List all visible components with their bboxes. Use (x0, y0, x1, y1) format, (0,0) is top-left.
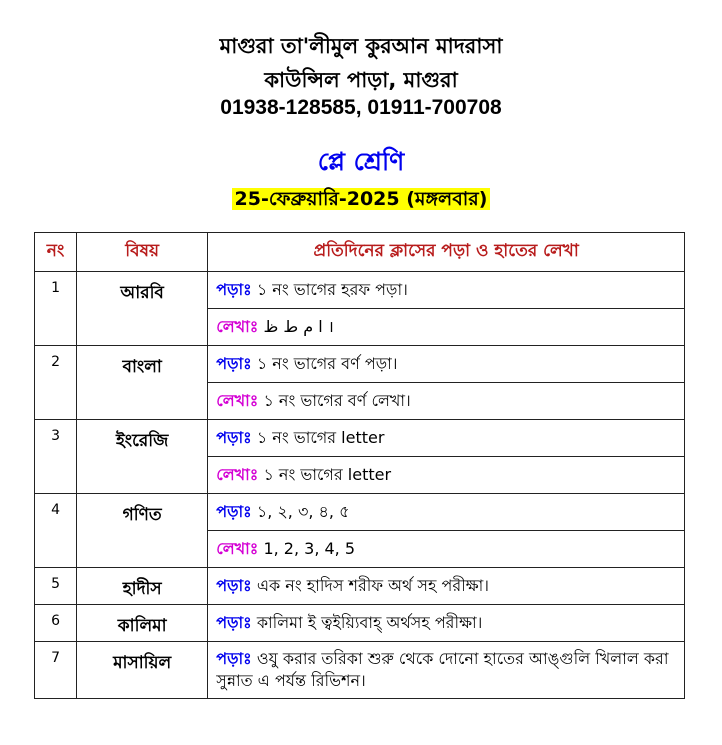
madrasa-address: কাউন্সিল পাড়া, মাগুরা (264, 68, 458, 92)
writing-label: লেখাঃ (216, 316, 259, 336)
reading-cell (208, 420, 685, 457)
reading-text: কালিমা ই ত্বইয়্যিবাহ্ অর্থসহ পরীক্ষা। (256, 612, 483, 632)
header-number: নং (35, 233, 77, 272)
row-number: 6 (35, 605, 77, 642)
writing-text: ا م ط ظ । (263, 316, 334, 336)
row-number: 3 (35, 420, 77, 494)
row-number: 5 (35, 568, 77, 605)
table-row (35, 272, 685, 309)
row-subject: গণিত (77, 494, 208, 568)
reading-cell (208, 494, 685, 531)
writing-text: ১ নং ভাগের বর্ণ লেখা। (263, 390, 411, 410)
reading-cell (208, 568, 685, 605)
writing-cell (208, 309, 685, 346)
header-daily-lesson: প্রতিদিনের ক্লাসের পড়া ও হাতের লেখা (208, 233, 685, 272)
row-subject: বাংলা (77, 346, 208, 420)
reading-cell (208, 605, 685, 642)
writing-label: লেখাঃ (216, 390, 259, 410)
reading-label: পড়াঃ (216, 279, 252, 299)
writing-cell (208, 383, 685, 420)
row-number: 2 (35, 346, 77, 420)
row-number: 7 (35, 642, 77, 699)
row-subject: ইংরেজি (77, 420, 208, 494)
row-subject: হাদীস (77, 568, 208, 605)
date-line (0, 185, 722, 217)
reading-label: পড়াঃ (216, 501, 252, 521)
table-row (35, 346, 685, 383)
reading-text: এক নং হাদিস শরীফ অর্থ সহ পরীক্ষা। (256, 575, 490, 595)
reading-text: ১ নং ভাগের বর্ণ পড়া। (256, 353, 398, 373)
writing-label: লেখাঃ (216, 464, 259, 484)
writing-text: 1, 2, 3, 4, 5 (263, 538, 356, 558)
table-row (35, 642, 685, 699)
writing-label: লেখাঃ (216, 538, 259, 558)
phone-numbers: 01938-128585, 01911-700708 (220, 96, 502, 119)
table-row (35, 420, 685, 457)
table-row (35, 605, 685, 642)
row-subject: কালিমা (77, 605, 208, 642)
row-subject: আরবি (77, 272, 208, 346)
reading-cell (208, 346, 685, 383)
table-row (35, 568, 685, 605)
reading-cell (208, 642, 685, 699)
writing-text: ১ নং ভাগের letter (263, 464, 392, 484)
class-schedule-table (34, 232, 685, 699)
reading-text: ওযু করার তরিকা শুরু থেকে দোনো হাতের আঙ্গুলি খিলাল করা সুন্নাত এ পর্যন্ত রিভিশন। (216, 649, 669, 690)
row-subject: মাসায়িল (77, 642, 208, 699)
writing-cell (208, 531, 685, 568)
header-subject: বিষয় (77, 233, 208, 272)
reading-label: পড়াঃ (216, 612, 252, 632)
class-title: প্লে শ্রেণি (317, 147, 405, 176)
table-row (35, 494, 685, 531)
reading-text: ১ নং ভাগের হরফ পড়া। (256, 279, 408, 299)
row-number: 4 (35, 494, 77, 568)
date-highlight: 25-ফেব্রুয়ারি-2025 (মঙ্গলবার) (232, 188, 491, 210)
reading-text: ১, ২, ৩, ৪, ৫ (256, 501, 350, 521)
reading-label: পড়াঃ (216, 353, 252, 373)
reading-text: ১ নং ভাগের letter (256, 427, 385, 447)
table-header-row (35, 233, 685, 272)
madrasa-name: মাগুরা তা'লীমুল কুরআন মাদরাসা (219, 34, 503, 58)
row-number: 1 (35, 272, 77, 346)
reading-cell (208, 272, 685, 309)
reading-label: পড়াঃ (216, 649, 252, 668)
reading-label: পড়াঃ (216, 575, 252, 595)
reading-label: পড়াঃ (216, 427, 252, 447)
writing-cell (208, 457, 685, 494)
